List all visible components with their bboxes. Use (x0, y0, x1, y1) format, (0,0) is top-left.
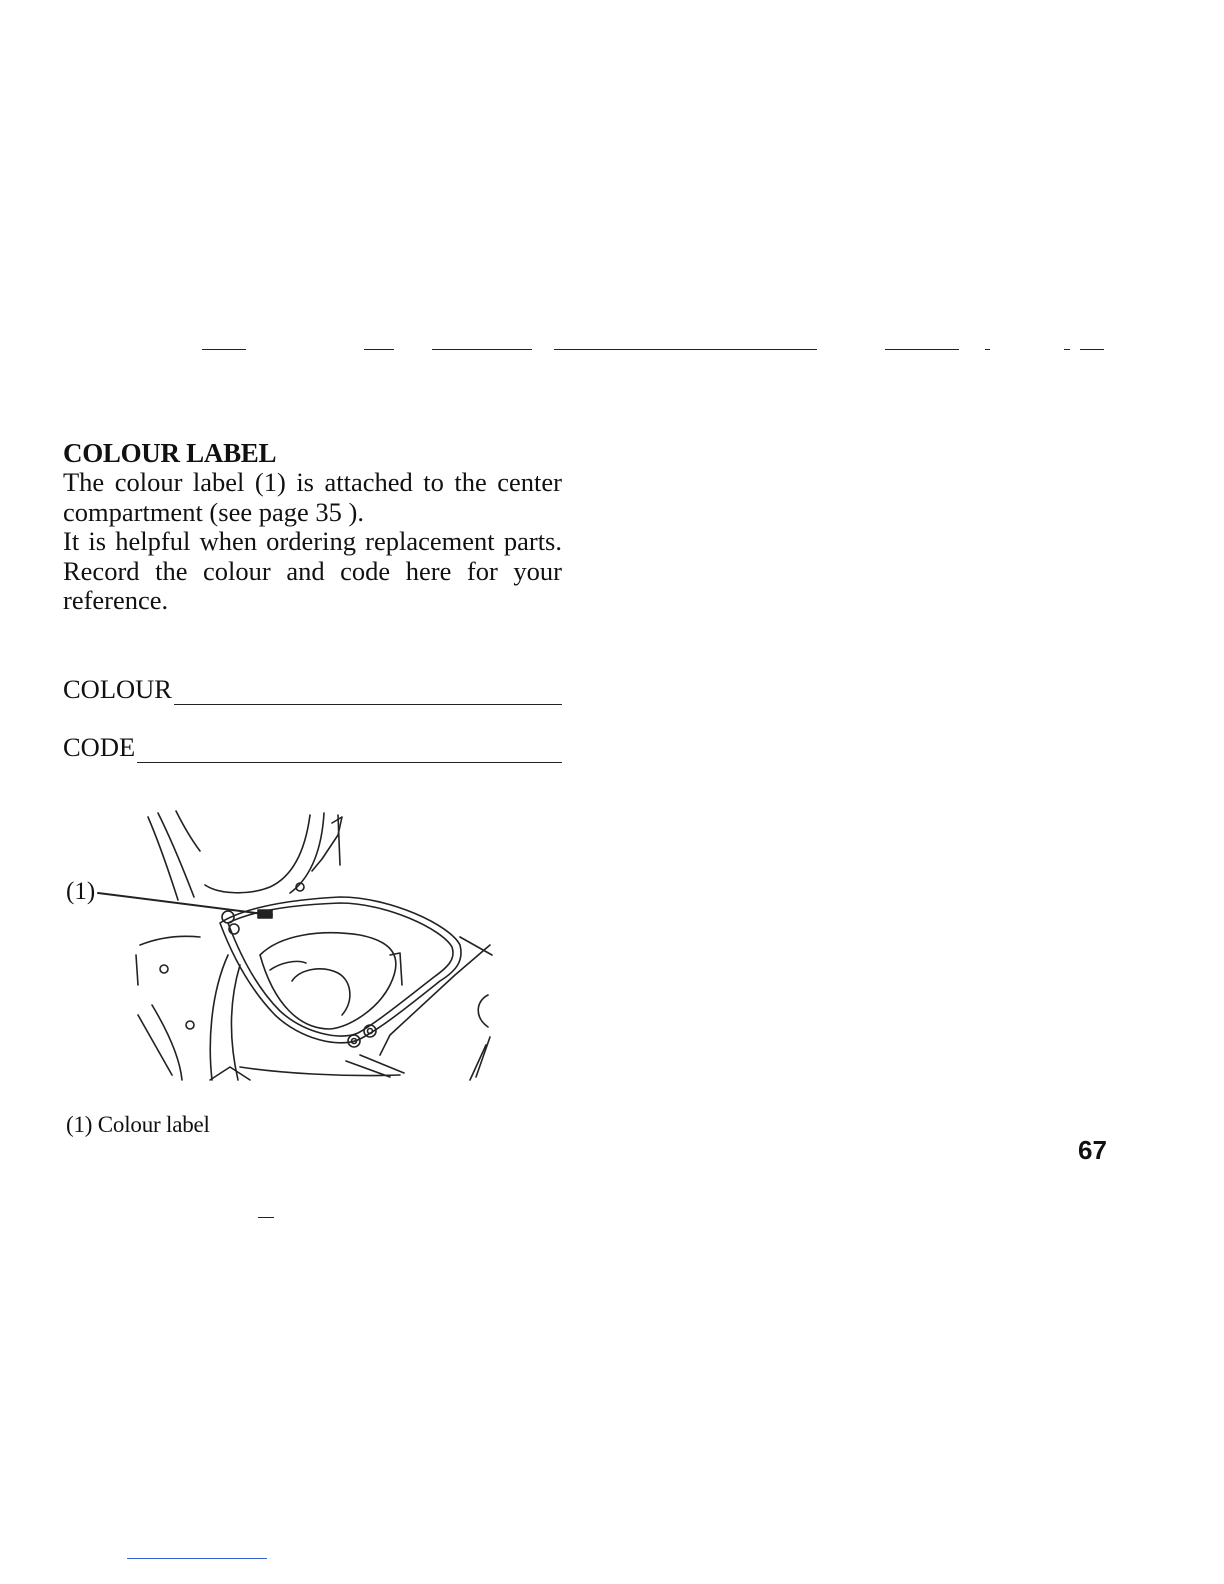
scan-artifact-rule (127, 1558, 267, 1559)
figure-caption: (1) Colour label (66, 1112, 210, 1137)
compartment-illustration (60, 805, 500, 1085)
scan-artifact-rule (202, 349, 246, 350)
scan-artifact-rule (1080, 349, 1104, 350)
page-number: 67 (1078, 1135, 1107, 1165)
scan-artifact-rule (432, 349, 532, 350)
figure-callout-label: (1) (66, 878, 96, 905)
colour-write-line (174, 682, 562, 705)
code-write-line (137, 740, 562, 763)
colour-field (63, 674, 562, 705)
colour-field-label: COLOUR (63, 674, 172, 704)
body-paragraph: It is helpful when ordering replacement parts. Record the colour and code here for your reference. (63, 526, 562, 615)
section-body (63, 468, 562, 616)
body-paragraph: The colour label (1) is attached to the center compartment (see page 35 ). (63, 467, 562, 527)
scan-artifact-rule (554, 349, 817, 350)
scan-artifact-rule (1064, 349, 1070, 350)
scan-artifact-rule (985, 349, 990, 350)
scan-artifact-rule (885, 349, 959, 350)
code-field-label: CODE (63, 732, 136, 762)
scan-artifact-rule (258, 1217, 274, 1218)
code-field (63, 732, 562, 763)
scan-artifact-rule (364, 349, 394, 350)
section-heading: COLOUR LABEL (63, 438, 277, 468)
